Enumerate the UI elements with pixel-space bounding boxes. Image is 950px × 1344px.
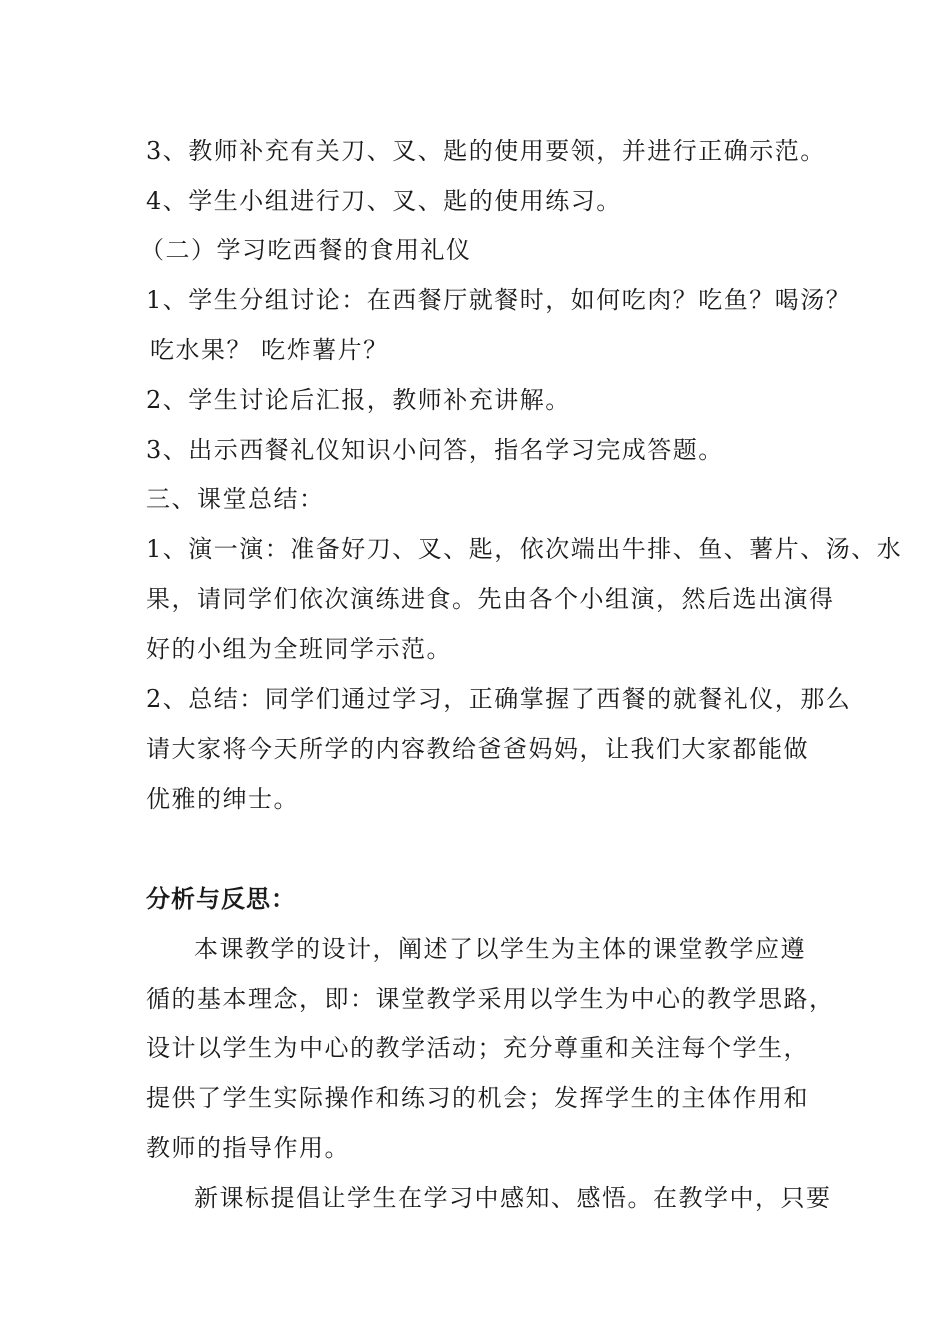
text-line-7: 3、出示西餐礼仪知识小问答，指名学习完成答题。 xyxy=(146,436,724,464)
text-line-4: 1、学生分组讨论：在西餐厅就餐时，如何吃肉？吃鱼？喝汤？ xyxy=(146,286,852,314)
section-heading-2: （二）学习吃西餐的食用礼仪 xyxy=(140,236,472,264)
analysis-line-3: 设计以学生为中心的教学活动；充分尊重和关注每个学生， xyxy=(146,1034,809,1062)
section-heading-3: 三、课堂总结： xyxy=(146,485,325,513)
text-line-10: 果，请同学们依次演练进食。先由各个小组演，然后选出演得 xyxy=(146,585,835,613)
text-line-11: 好的小组为全班同学示范。 xyxy=(146,635,452,663)
analysis-line-4: 提供了学生实际操作和练习的机会；发挥学生的主体作用和 xyxy=(146,1084,809,1112)
analysis-line-5: 教师的指导作用。 xyxy=(146,1134,350,1162)
text-line-5: 吃水果？ 吃炸薯片？ xyxy=(150,336,389,364)
analysis-line-6: 新课标提倡让学生在学习中感知、感悟。在教学中，只要 xyxy=(194,1184,832,1212)
analysis-heading: 分析与反思： xyxy=(146,885,296,913)
text-line-13: 请大家将今天所学的内容教给爸爸妈妈，让我们大家都能做 xyxy=(146,735,809,763)
text-line-14: 优雅的绅士。 xyxy=(146,785,299,813)
text-line-2: 4、学生小组进行刀、叉、匙的使用练习。 xyxy=(146,187,622,215)
text-line-9: 1、演一演：准备好刀、叉、匙，依次端出牛排、鱼、薯片、汤、水 xyxy=(146,535,903,563)
text-line-6: 2、学生讨论后汇报，教师补充讲解。 xyxy=(146,386,571,414)
analysis-line-1: 本课教学的设计，阐述了以学生为主体的课堂教学应遵 xyxy=(194,935,806,963)
text-line-12: 2、总结：同学们通过学习，正确掌握了西餐的就餐礼仪，那么 xyxy=(146,685,852,713)
text-line-1: 3、教师补充有关刀、叉、匙的使用要领，并进行正确示范。 xyxy=(146,137,826,165)
analysis-line-2: 循的基本理念，即：课堂教学采用以学生为中心的教学思路， xyxy=(146,985,835,1013)
